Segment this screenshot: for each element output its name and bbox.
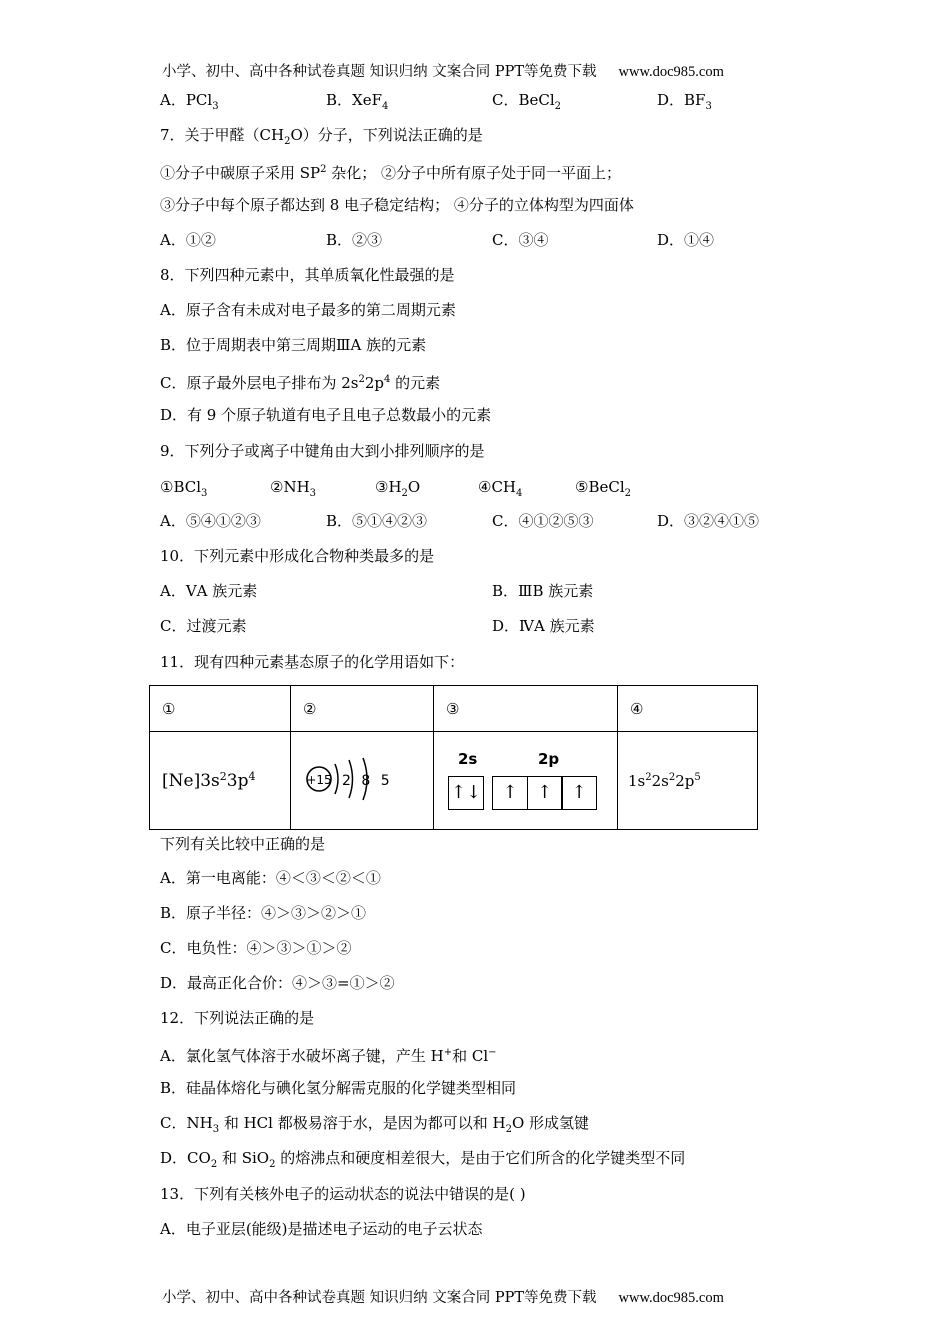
q13-option-a: A．电子亚层(能级)是描述电子运动的电子云状态 — [160, 1220, 483, 1238]
q7-statement-2: ③分子中每个原子都达到 8 电子稳定结构； ④分子的立体构型为四面体 — [160, 196, 634, 214]
q9-item-1: ①BCl$_3$ — [160, 478, 208, 499]
shell-electrons: 2 8 5 — [342, 772, 393, 789]
q7-statement-1: ①分子中碳原子采用 $SP^2$ 杂化； ②分子中所有原子处于同一平面上； — [160, 164, 622, 182]
page-header — [162, 60, 724, 81]
q9-item-5: ⑤BeCl$_2$ — [575, 478, 631, 499]
q11-option-d: D．最高正化合价：④＞③=①＞② — [160, 974, 395, 992]
q11-option-a: A．第一电离能：④＜③＜②＜① — [160, 869, 381, 887]
q11-followup: 下列有关比较中正确的是 — [160, 835, 326, 853]
q8-option-d: D．有 9 个原子轨道有电子且电子总数最小的元素 — [160, 406, 492, 424]
shell-arc-1 — [335, 764, 338, 794]
q12-option-b: B．硅晶体熔化与碘化氢分解需克服的化学键类型相同 — [160, 1079, 517, 1097]
q7-option-b: B．②③ — [326, 231, 383, 249]
q11-header-4: ④ — [618, 686, 758, 732]
q10-option-b: B．ⅢB 族元素 — [492, 582, 594, 600]
q11-stem: 11．现有四种元素基态原子的化学用语如下： — [160, 653, 465, 671]
q9-option-a: A．⑤④①②③ — [160, 512, 261, 530]
q8-option-a: A．原子含有未成对电子最多的第二周期元素 — [160, 301, 456, 319]
q7-option-a: A．①② — [160, 231, 216, 249]
q6-option-a: A．PCl$_3$ — [160, 91, 219, 112]
q6-option-d: D．$BF_3$ — [657, 91, 712, 112]
orbital-label-2p: 2p — [538, 749, 560, 768]
q11-option-b: B．原子半径：④＞③＞②＞① — [160, 904, 367, 922]
orbital-label-2s: 2s — [458, 749, 478, 768]
q10-option-d: D．ⅣA 族元素 — [492, 617, 595, 635]
q11-cell-2 — [291, 732, 434, 830]
q12-option-c: C．$NH_3$ 和 HCl 都极易溶于水，是因为都可以和 $H_2O$ 形成氢键 — [160, 1114, 590, 1135]
q7-option-d: D．①④ — [657, 231, 715, 249]
q11-table — [149, 685, 758, 830]
q11-cell-3 — [434, 732, 618, 830]
q12-option-a: A．氯化氢气体溶于水破坏离子键，产生 H+和 Cl− — [160, 1047, 497, 1065]
orbital-box-2s: ↑↓ — [448, 776, 483, 810]
q11-header-1: ① — [150, 686, 291, 732]
q9-option-c: C．④①②⑤③ — [492, 512, 594, 530]
q7-option-c: C．③④ — [492, 231, 549, 249]
q8-stem: 8．下列四种元素中，其单质氧化性最强的是 — [160, 266, 455, 284]
q11-header-3: ③ — [434, 686, 618, 732]
q9-item-4: $④CH_4$ — [478, 478, 523, 499]
q12-option-d: D．$CO_2$ 和 SiO$_2$ 的熔沸点和硬度相差很大，是由于它们所含的化学键类型不同 — [160, 1149, 686, 1170]
q9-option-d: D．③②④①⑤ — [657, 512, 760, 530]
nucleus-charge: +15 — [306, 772, 332, 787]
footer-text: 小学、初中、高中各种试卷真题 知识归纳 文案合同 PPT等免费下载 — [162, 1290, 597, 1306]
footer-url: www.doc985.com — [618, 1290, 724, 1306]
q7-stem: 7．关于甲醛$(CH_2O)$分子，下列说法正确的是 — [160, 126, 483, 147]
q11-cell-4: $1s^22s^22p^5$ — [618, 732, 758, 830]
q6-option-b: B．XeF$_4$ — [326, 91, 389, 112]
q9-option-b: B．⑤①④②③ — [326, 512, 428, 530]
q12-stem: 12．下列说法正确的是 — [160, 1009, 315, 1027]
page-footer — [162, 1286, 724, 1307]
atomic-structure-diagram — [305, 754, 393, 804]
q13-stem: 13．下列有关核外电子的运动状态的说法中错误的是( ) — [160, 1185, 526, 1203]
q10-option-c: C．过渡元素 — [160, 617, 247, 635]
q10-stem: 10．下列元素中形成化合物种类最多的是 — [160, 547, 435, 565]
q9-item-2: $②NH_3$ — [270, 478, 317, 499]
q6-option-c: C．BeCl$_2$ — [492, 91, 562, 112]
q10-option-a: A．ⅤA 族元素 — [160, 582, 258, 600]
q8-option-c: C．原子最外层电子排布为 $2s^22p^4$ 的元素 — [160, 374, 441, 392]
q11-cell-1: $[Ne]3s^23p^4$ — [150, 732, 291, 830]
q11-header-2: ② — [291, 686, 434, 732]
q9-stem: 9．下列分子或离子中键角由大到小排列顺序的是 — [160, 442, 485, 460]
q9-item-3: $③H_2O$ — [375, 478, 421, 499]
header-text: 小学、初中、高中各种试卷真题 知识归纳 文案合同 PPT等免费下载 — [162, 64, 597, 80]
q11-option-c: C．电负性：④＞③＞①＞② — [160, 939, 352, 957]
q8-option-b: B．位于周期表中第三周期ⅢA 族的元素 — [160, 336, 427, 354]
orbital-boxes-2p: ↑ ↑ ↑ — [492, 776, 596, 810]
header-url: www.doc985.com — [618, 64, 724, 80]
